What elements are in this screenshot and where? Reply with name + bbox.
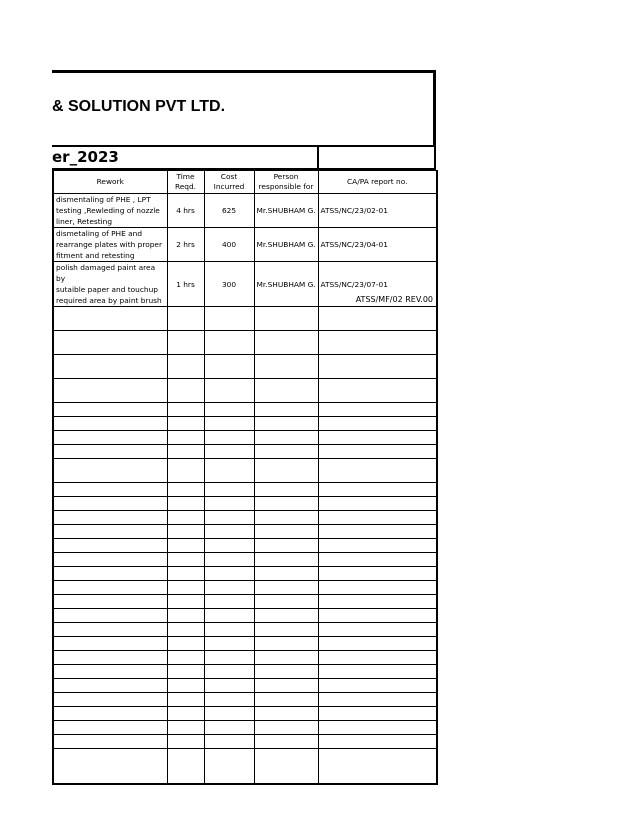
empty-row [53, 707, 437, 721]
empty-row [53, 307, 437, 331]
empty-cell [167, 403, 204, 417]
empty-cell [204, 417, 254, 431]
table-row [53, 194, 437, 228]
empty-cell [167, 651, 204, 665]
empty-cell [204, 721, 254, 735]
empty-cell [53, 567, 167, 581]
empty-cell [167, 331, 204, 355]
empty-cell [167, 749, 204, 784]
empty-cell [254, 355, 318, 379]
time-cell: 2 hrs [167, 228, 204, 262]
empty-cell [167, 721, 204, 735]
empty-cell [318, 483, 437, 497]
empty-row [53, 331, 437, 355]
empty-cell [318, 567, 437, 581]
empty-cell [318, 581, 437, 595]
empty-cell [53, 581, 167, 595]
empty-cell [254, 651, 318, 665]
empty-cell [254, 749, 318, 784]
empty-row [53, 693, 437, 707]
empty-cell [318, 403, 437, 417]
empty-cell [204, 567, 254, 581]
rework-cell: polish damaged paint area by sutaible paper and touchup required area by paint brush [53, 262, 167, 307]
empty-row [53, 511, 437, 525]
report-title: er_2023 [52, 148, 119, 166]
empty-row [53, 651, 437, 665]
empty-cell [204, 609, 254, 623]
empty-cell [254, 431, 318, 445]
empty-cell [254, 445, 318, 459]
empty-row [53, 497, 437, 511]
empty-cell [204, 553, 254, 567]
empty-cell [167, 307, 204, 331]
empty-cell [204, 497, 254, 511]
empty-cell [204, 693, 254, 707]
empty-cell [53, 497, 167, 511]
empty-cell [254, 609, 318, 623]
empty-cell [204, 637, 254, 651]
empty-cell [254, 693, 318, 707]
empty-cell [167, 431, 204, 445]
empty-row [53, 379, 437, 403]
empty-cell [167, 445, 204, 459]
empty-cell [254, 379, 318, 403]
empty-cell [53, 483, 167, 497]
empty-cell [53, 693, 167, 707]
empty-cell [318, 417, 437, 431]
empty-cell [204, 665, 254, 679]
empty-row [53, 581, 437, 595]
empty-cell [318, 595, 437, 609]
empty-cell [318, 525, 437, 539]
empty-cell [204, 445, 254, 459]
cost-cell: 400 [204, 228, 254, 262]
empty-cell [254, 553, 318, 567]
empty-row [53, 525, 437, 539]
capa-cell: ATSS/NC/23/02-01 [318, 194, 437, 228]
cost-cell: 300 [204, 262, 254, 307]
empty-row [53, 637, 437, 651]
empty-cell [167, 525, 204, 539]
empty-cell [254, 525, 318, 539]
empty-cell [53, 445, 167, 459]
empty-cell [53, 553, 167, 567]
empty-cell [53, 307, 167, 331]
empty-cell [204, 403, 254, 417]
empty-cell [254, 307, 318, 331]
empty-cell [53, 721, 167, 735]
empty-cell [318, 553, 437, 567]
empty-cell [53, 749, 167, 784]
empty-cell [254, 511, 318, 525]
empty-row [53, 483, 437, 497]
empty-row [53, 355, 437, 379]
empty-cell [167, 539, 204, 553]
capa-cell: ATSS/NC/23/07-01 [318, 262, 437, 307]
empty-cell [167, 497, 204, 511]
empty-cell [167, 679, 204, 693]
empty-cell [318, 539, 437, 553]
empty-cell [53, 355, 167, 379]
empty-cell [167, 483, 204, 497]
empty-cell [318, 379, 437, 403]
empty-cell [53, 707, 167, 721]
person-cell: Mr.SHUBHAM G. [254, 228, 318, 262]
document-reference: ATSS/MF/02 REV.00 [355, 295, 433, 304]
empty-cell [318, 623, 437, 637]
empty-row [53, 431, 437, 445]
rework-cell: dismentaling of PHE , LPT testing ,Rewleding of nozzle liner, Retesting [53, 194, 167, 228]
empty-cell [53, 417, 167, 431]
empty-cell [318, 497, 437, 511]
col-header-rework: Rework [53, 171, 167, 194]
col-header-person: Person responsible for [254, 171, 318, 194]
empty-cell [53, 431, 167, 445]
empty-row [53, 749, 437, 784]
empty-cell [254, 665, 318, 679]
empty-cell [167, 567, 204, 581]
empty-cell [254, 417, 318, 431]
empty-cell [318, 707, 437, 721]
empty-cell [254, 637, 318, 651]
rework-table [52, 170, 438, 785]
empty-cell [204, 539, 254, 553]
empty-cell [167, 417, 204, 431]
empty-cell [53, 651, 167, 665]
empty-cell [254, 595, 318, 609]
empty-cell [254, 497, 318, 511]
empty-cell [167, 355, 204, 379]
empty-cell [204, 431, 254, 445]
empty-cell [167, 665, 204, 679]
empty-cell [167, 707, 204, 721]
empty-cell [53, 595, 167, 609]
col-header-time: Time Reqd. [167, 171, 204, 194]
empty-cell [204, 735, 254, 749]
empty-cell [318, 735, 437, 749]
empty-row [53, 609, 437, 623]
empty-cell [254, 331, 318, 355]
cost-cell: 625 [204, 194, 254, 228]
empty-cell [254, 581, 318, 595]
time-cell: 4 hrs [167, 194, 204, 228]
empty-cell [204, 511, 254, 525]
col-header-capa: CA/PA report no. [318, 171, 437, 194]
empty-cell [204, 379, 254, 403]
empty-row [53, 679, 437, 693]
empty-cell [318, 431, 437, 445]
capa-cell: ATSS/NC/23/04-01 [318, 228, 437, 262]
empty-cell [53, 637, 167, 651]
empty-cell [53, 331, 167, 355]
empty-cell [204, 331, 254, 355]
empty-cell [254, 459, 318, 483]
empty-cell [254, 567, 318, 581]
empty-cell [318, 511, 437, 525]
empty-cell [254, 539, 318, 553]
empty-cell [53, 525, 167, 539]
empty-cell [318, 665, 437, 679]
empty-row [53, 459, 437, 483]
empty-cell [318, 693, 437, 707]
empty-cell [318, 307, 437, 331]
empty-cell [53, 403, 167, 417]
empty-cell [318, 609, 437, 623]
empty-cell [318, 749, 437, 784]
empty-cell [167, 511, 204, 525]
empty-cell [318, 679, 437, 693]
empty-cell [53, 623, 167, 637]
company-name: & SOLUTION PVT LTD. [52, 98, 226, 115]
empty-cell [167, 595, 204, 609]
empty-cell [167, 553, 204, 567]
empty-cell [318, 721, 437, 735]
table-row [53, 228, 437, 262]
empty-cell [53, 609, 167, 623]
empty-row [53, 567, 437, 581]
empty-cell [53, 459, 167, 483]
empty-cell [204, 483, 254, 497]
time-cell: 1 hrs [167, 262, 204, 307]
empty-cell [167, 693, 204, 707]
empty-cell [204, 651, 254, 665]
empty-cell [318, 637, 437, 651]
empty-cell [254, 483, 318, 497]
empty-cell [204, 459, 254, 483]
empty-cell [254, 623, 318, 637]
empty-cell [318, 459, 437, 483]
empty-cell [53, 735, 167, 749]
empty-row [53, 417, 437, 431]
empty-row [53, 623, 437, 637]
col-header-cost: Cost Incurred [204, 171, 254, 194]
empty-cell [204, 623, 254, 637]
empty-cell [204, 355, 254, 379]
empty-cell [167, 623, 204, 637]
empty-cell [204, 307, 254, 331]
empty-cell [204, 749, 254, 784]
empty-cell [204, 595, 254, 609]
empty-cell [204, 525, 254, 539]
empty-cell [167, 735, 204, 749]
empty-cell [53, 679, 167, 693]
empty-row [53, 539, 437, 553]
empty-row [53, 721, 437, 735]
empty-cell [254, 735, 318, 749]
empty-row [53, 735, 437, 749]
empty-cell [167, 637, 204, 651]
empty-cell [254, 679, 318, 693]
empty-row [53, 595, 437, 609]
empty-cell [53, 539, 167, 553]
empty-row [53, 403, 437, 417]
empty-cell [53, 511, 167, 525]
table-row [53, 262, 437, 307]
empty-cell [204, 679, 254, 693]
empty-row [53, 445, 437, 459]
rework-cell: dismetaling of PHE and rearrange plates with proper fitment and retesting [53, 228, 167, 262]
empty-cell [318, 445, 437, 459]
empty-cell [254, 721, 318, 735]
person-cell: Mr.SHUBHAM G. [254, 194, 318, 228]
empty-cell [167, 581, 204, 595]
empty-cell [53, 665, 167, 679]
empty-cell [254, 707, 318, 721]
person-cell: Mr.SHUBHAM G. [254, 262, 318, 307]
empty-row [53, 553, 437, 567]
empty-cell [167, 459, 204, 483]
empty-cell [254, 403, 318, 417]
empty-cell [318, 331, 437, 355]
empty-cell [204, 581, 254, 595]
empty-cell [167, 379, 204, 403]
empty-cell [53, 379, 167, 403]
empty-cell [167, 609, 204, 623]
empty-row [53, 665, 437, 679]
empty-cell [318, 355, 437, 379]
empty-cell [318, 651, 437, 665]
empty-cell [204, 707, 254, 721]
